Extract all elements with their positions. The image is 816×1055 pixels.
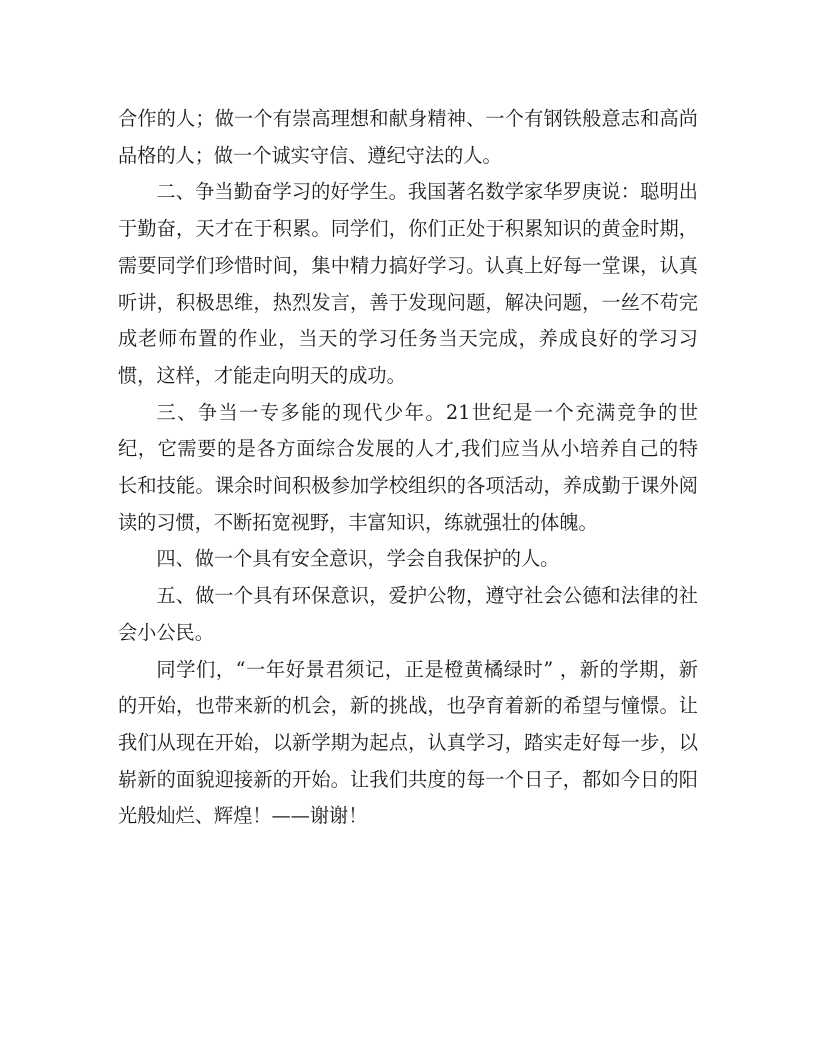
document-body bbox=[118, 101, 698, 835]
paragraph-safety: 四、做一个具有安全意识，学会自我保护的人。 bbox=[156, 547, 560, 571]
paragraph-modern-youth: 三、争当一专多能的现代少年。21世纪是一个充满竞争的世纪，它需要的是各方面综合发展的人才,我们应当从小培养自己的特长和技能。课余时间积极参加学校组织的各项活动，养成勤于课外阅读的习惯，不断拓宽视野，丰富知识，练就强壮的体魄。 bbox=[118, 400, 698, 534]
paragraph-continuation: 合作的人；做一个有崇高理想和献身精神、一个有钢铁般意志和高尚品格的人；做一个诚实守信、遵纪守法的人。 bbox=[118, 107, 698, 167]
paragraph-study-hard: 二、争当勤奋学习的好学生。我国著名数学家华罗庚说：聪明出于勤奋，天才在于积累。同学们，你们正处于积累知识的黄金时期，需要同学们珍惜时间，集中精力搞好学习。认真上好每一堂课，认真听讲，积极思维，热烈发言，善于发现问题，解决问题，一丝不苟完成老师布置的作业，当天的学习任务当天完成，养成良好的学习习惯，这样，才能走向明天的成功。 bbox=[118, 180, 698, 387]
paragraph-closing: 同学们，“一年好景君须记，正是橙黄橘绿时” ，新的学期，新的开始，也带来新的机会，新的挑战，也孕育着新的希望与憧憬。让我们从现在开始，以新学期为起点，认真学习，踏实走好每一步，以崭新的面貌迎接新的开始。让我们共度的每一个日子，都如今日的阳光般灿烂、辉煌！——谢谢！ bbox=[118, 657, 698, 828]
paragraph-environment: 五、做一个具有环保意识，爱护公物，遵守社会公德和法律的社会小公民。 bbox=[118, 584, 698, 644]
